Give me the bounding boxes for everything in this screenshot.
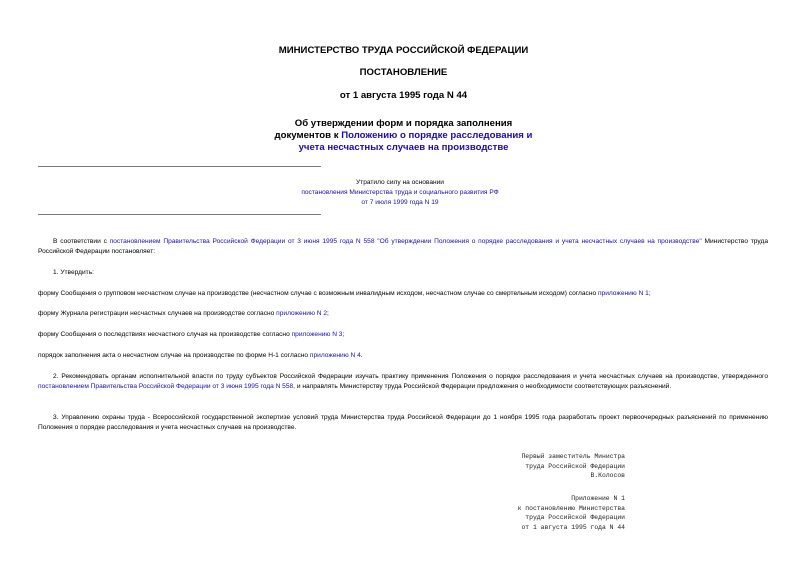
recommend-text-before: 2. Рекомендовать органам исполнительной власти по труду субъектов Российской Федерации изучать практику применения Положения о порядке расследования и учета несчастных случаев на производстве, утвержденного — [53, 373, 768, 380]
lost-force-line-2 — [200, 188, 600, 198]
regulation-link-continued[interactable]: учета несчастных случаев на производстве — [298, 142, 509, 153]
appendix-ref-date: от 1 августа 1995 года N 44 — [521, 523, 625, 531]
government-decree-link[interactable]: постановлением Правительства Российской Федерации от 3 июня 1995 года N 558 "Об утверждении Положения о порядке расследования и учета несчастных случаев на производстве" — [109, 238, 702, 245]
recommend-text-after: , и направлять Министерству труда Российской Федерации предложения о необходимости соответствующих разъяснений. — [293, 383, 672, 390]
appendix-ref-line-1: к постановлению Министерства — [517, 504, 625, 512]
preamble-text-after: Министерство труда Российской Федерации постановляет: — [38, 238, 768, 255]
paragraph-form-3 — [38, 330, 768, 340]
signature-block — [440, 452, 625, 481]
government-decree-link-2[interactable]: постановлением Правительства Российской Федерации от 3 июня 1995 года N 558 — [38, 383, 294, 390]
appendix-3-link[interactable]: приложению N 3 — [291, 331, 343, 338]
document-type-heading: ПОСТАНОВЛЕНИЕ — [359, 67, 448, 78]
signature-name: В.Колосов — [590, 472, 625, 479]
form-1-text: форму Сообщения о групповом несчастном случае на производстве (несчастном случае с возможным инвалидным исходом, несчастном случае со смертельным исходом) согласно — [38, 290, 598, 297]
title-line-2-prefix: документов к — [274, 130, 342, 141]
preamble-text-before: В соответствии с — [53, 238, 110, 245]
regulation-link[interactable]: Положению о порядке расследования и — [341, 130, 533, 141]
appendix-4-link[interactable]: приложению N 4 — [309, 352, 361, 359]
paragraph-approve: 1. Утвердить: — [53, 269, 94, 276]
appendix-1-link[interactable]: приложению N 1 — [597, 290, 649, 297]
form-3-text: форму Сообщения о последствиях несчастного случая на производстве согласно — [38, 331, 292, 338]
document-date-number: от 1 августа 1995 года N 44 — [339, 90, 468, 101]
paragraph-preamble — [38, 237, 768, 257]
procedure-text: порядок заполнения акта о несчастном случае на производстве по форме Н-1 согласно — [38, 352, 310, 359]
paragraph-form-2 — [38, 309, 768, 319]
signature-ministry: труда Российской Федерации — [525, 462, 625, 470]
lost-force-notice — [200, 178, 600, 208]
form-3-text-end: ; — [342, 331, 345, 338]
paragraph-form-1 — [38, 289, 768, 299]
title-line-3 — [0, 142, 807, 154]
procedure-text-end: . — [360, 352, 363, 359]
document-title — [0, 118, 807, 154]
lost-force-line-3 — [200, 198, 600, 208]
paragraph-recommend — [38, 372, 768, 392]
divider-bottom — [38, 214, 321, 215]
repeal-decree-date-link[interactable]: от 7 июля 1999 года N 19 — [361, 199, 439, 206]
appendix-2-link[interactable]: приложению N 2 — [276, 310, 328, 317]
ministry-heading: МИНИСТЕРСТВО ТРУДА РОССИЙСКОЙ ФЕДЕРАЦИИ — [278, 45, 529, 56]
form-2-text-end: ; — [327, 310, 329, 317]
title-line-1: Об утверждении форм и порядка заполнения — [294, 118, 513, 129]
form-1-text-end: ; — [648, 290, 651, 297]
divider-top — [38, 166, 321, 167]
appendix-header — [440, 494, 625, 532]
title-line-2 — [0, 130, 807, 142]
lost-force-line-1: Утратило силу на основании — [356, 179, 444, 186]
appendix-number: Приложение N 1 — [571, 495, 625, 502]
paragraph-procedure-n1 — [38, 351, 768, 361]
appendix-ref-line-2: труда Российской Федерации — [525, 514, 625, 521]
repeal-decree-link[interactable]: постановления Министерства труда и социального развития РФ — [301, 189, 499, 196]
paragraph-labor-safety: 3. Управлению охраны труда - Всероссийской государственной экспертизе условий труда Министерства труда Российской Федерации до 1 ноября 1995 года разработать проект первоочередных разъяснений по применению Положения о порядке расследования и учета несчастных случаев на производстве. — [38, 414, 768, 431]
signature-position: Первый заместитель Министра — [521, 453, 625, 460]
form-2-text: форму Журнала регистрации несчастных случаев на производстве согласно — [38, 310, 277, 317]
